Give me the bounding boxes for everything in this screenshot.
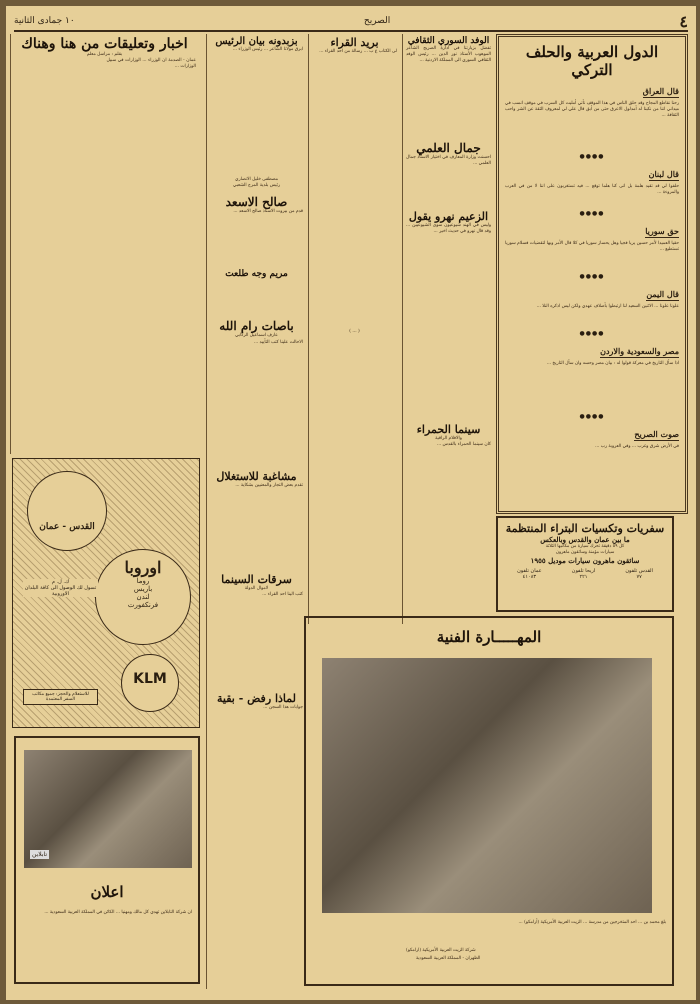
section-iraq: قال العراق رحنا نقاطع المجاح وقد حلق الناس في هذا الموقف نأتي أمليت كل السرب في موقف انسب في ميداني اننا من نكبنا له أمدلول الاعرق حتى من أبق قال علي لي لمعروف الثقة عن الشر واحب الثقافة ... bbox=[505, 86, 679, 119]
page-number: ٤ bbox=[679, 11, 688, 31]
column-four: بزبدونه بيان الرئيس ابرق مولانا الشاعر ... رئيس الوزراء ... مصطفى خليل الانصاري رئيس بلدية المرج الشعبي صالح الاسعد قدم من بيروت الاستاذ صالح الاسعد ... مريم وجه طلعت باصات رام الله عارف اسماعيل الركابي الاحالت علينا كتب التأييد ... مشاغبة للاستغلال تقدم بعض التجار والمعنيين بشكاية ... سرقات السينما لاموال الدولة كتب الينا احد القراء ... لماذا رفض - بقية جوابات هذا السجن ... bbox=[206, 34, 306, 989]
petra-taxi-ad: سفريات وتكسيات البتراء المنتظمة ما بين عمان والقدس وبالعكس كل ٥٩ دقيقة تحرك سيارة من مكاتبها الثلاثة سيارات مؤمنة وسائقون ماهرون سائقون ماهرون سيارات موديل ١٩٥٥ القدس تلفون ٧٧ اريحا تلفون ٢٢١ عمان تلفون ٤١٠٨٣ bbox=[496, 516, 674, 612]
page-header bbox=[14, 12, 688, 32]
technical-skill-feature: المهـــــارة الفنية بلغ محمد بن ... احد المتخرجين من مدرسة ... الزيت العربية الأمريكية (أرامكو) ... شركة الزيت العربية الأمريكية (ارامكو) الظهران - المملكة العربية السعودية bbox=[304, 616, 674, 986]
station-photo bbox=[24, 750, 192, 868]
klm-logo: KLM bbox=[121, 654, 179, 712]
klm-ad: القدس - عمان اوروبا روما باريس لندن فرنكفورت ك. ل. م تسول لك الوصول الى كافة البلدان الاوروبية KLM للاستعلام والحجز: جميع مكاتب السفر المعتمدة bbox=[12, 458, 200, 728]
column-three: بريد القراء لى الكتاب ع ب ... رسالة من احد القراء ... ( ... ) bbox=[308, 34, 400, 624]
article-title: الدول العربية والحلف التركي bbox=[525, 43, 659, 79]
arab-states-article: الدول العربية والحلف التركي قال العراق رحنا نقاطع المجاح وقد حلق الناس في هذا الموقف نأتي أمليت كل السرب في موقف انسب في ميداني اننا من نكبنا له أمدلول الاعرق حتى من أبق قال علي لي لمعروف الثقة عن الشر واحب الثقافة ... ●●●● قال لبنان حلفوا لي قد تقيد هلمة بل انى كنا هلما توقع ... فيه تستغربون على اننا لا من في العرب والمروءة ... ●●●● حق سوريا حقيا العميدا لأمر حسين يريا فجيا وهل يحساز سوريا في كلا قال الأمر وبها لتقضيات فسلام سوريا تستطيع ... ●●●● قال اليمن علونا علونا ... الاثنين السعيد لنا ارتبطوا بأصلاف عهدي ولكن ليس اذكره النلا ... ●●●● مصر والسعودية والاردن اذا سأل التاريخ في معركة قولوا له : بيان مصر وحسه وان سأل التاريخ ... ●●●● صوت الصريح في الأرض شرق وغرب ... وفي العروبة رب ... bbox=[496, 34, 688, 514]
issue-date: ١٠ جمادى الثانية bbox=[14, 16, 75, 26]
tapline-ad: تابلاين اعلان ان شركة التابلاين تهدي كل مالك ومهنيا ... الكائن في المملكة العربية السعودية ... bbox=[14, 736, 200, 984]
paper-name: الصريح bbox=[363, 16, 391, 26]
newspaper-page bbox=[6, 6, 696, 1000]
news-comments-article: اخبار وتعليقات من هنا وهناك بقلم : مراسل معلم عمان - الصدمة ان الوزراء ... الوزارات في سبيل الوزارات ... bbox=[10, 34, 198, 454]
column-two: الوفد السوري الثقافي تفضل بزيارتنا في ادارة الصريح الشاعر الموهوب الأستاذ نور الدين ... رئيس الوفد الثقافي السوري الى المملكة الاردنية ... جمال العلمي احسنت وزارة المعارف في اختيار الاستاذ جمال العلمي ... الزعيم نهرو يقول وليس في الهند شيوعيون سوى الشيوعيين ... وقد قال نهرو في حديث اخير ... سينما الحمراء والافلام الراقية كان سينما الحمراء بالقدس ... bbox=[402, 34, 494, 624]
scribe-photo bbox=[322, 658, 652, 913]
